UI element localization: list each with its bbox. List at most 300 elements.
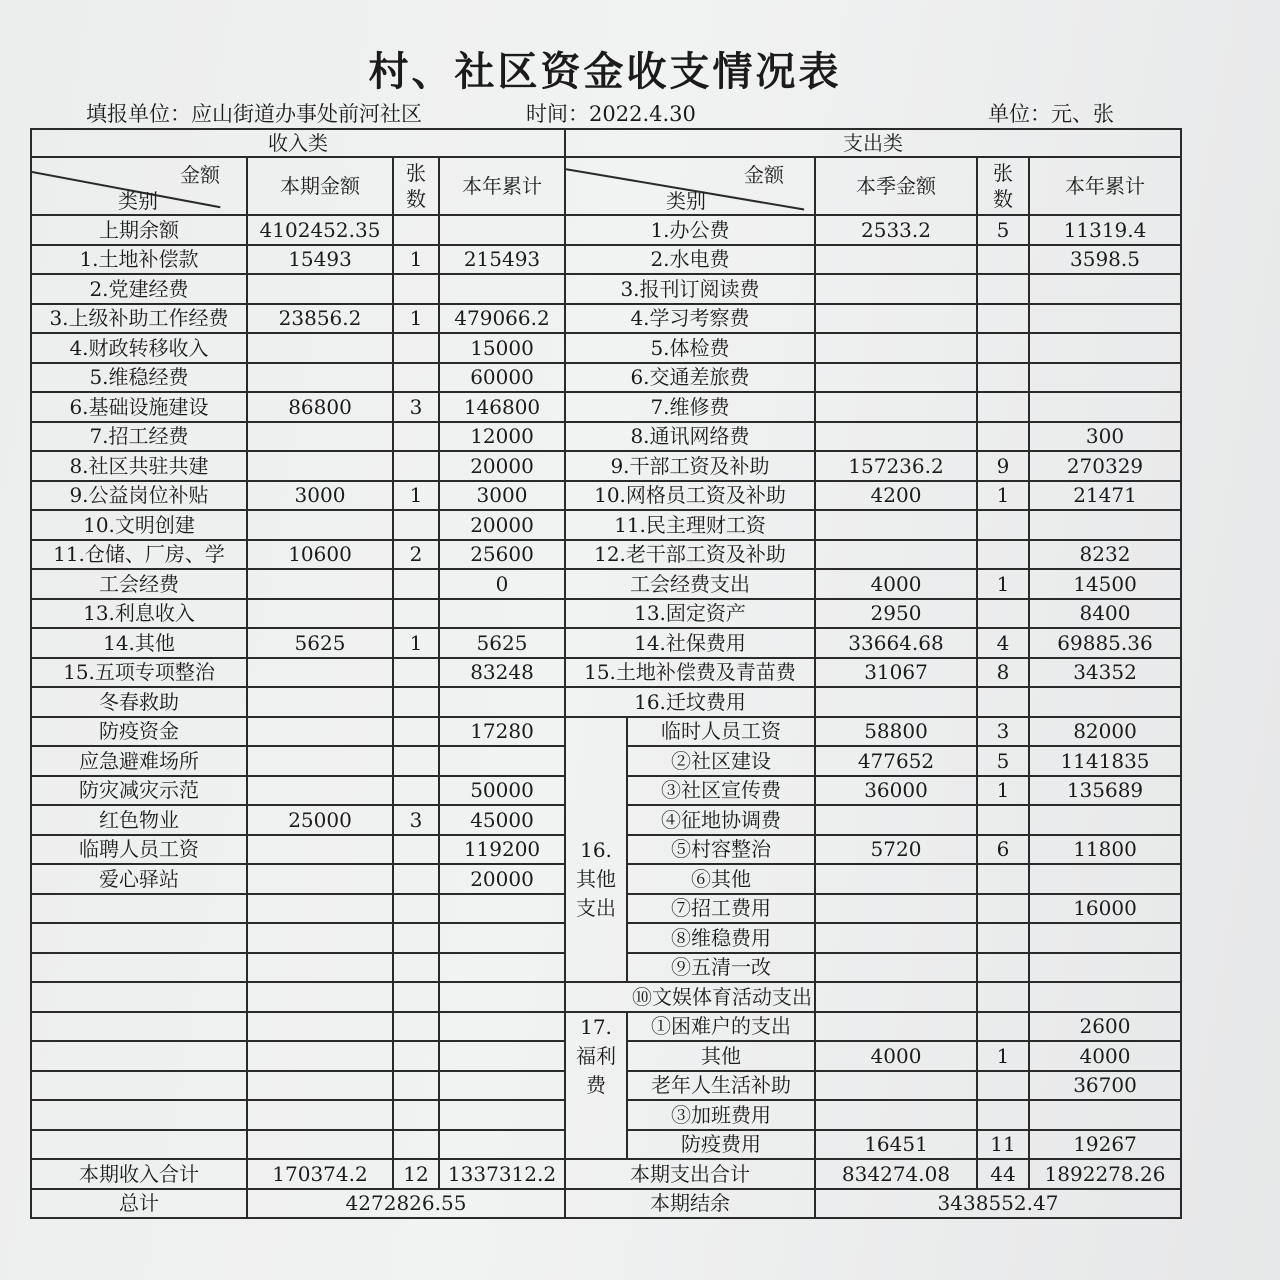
expense-period-amount: 5720 (815, 835, 977, 865)
table-row (31, 628, 1181, 658)
expense-voucher-count: 9 (977, 451, 1029, 481)
income-total-label: 本期收入合计 (31, 1159, 247, 1189)
table-row (31, 451, 1181, 481)
income-year-total: 83248 (439, 658, 565, 688)
expense-category: 9.干部工资及补助 (565, 451, 815, 481)
expense-category: 6.交通差旅费 (565, 363, 815, 393)
income-category (31, 982, 247, 1012)
income-category: 6.基础设施建设 (31, 392, 247, 422)
expense-period-amount: 33664.68 (815, 628, 977, 658)
expense-category: 16.迁坟费用 (565, 687, 815, 717)
expense-period-amount: 36000 (815, 776, 977, 806)
income-category: 15.五项专项整治 (31, 658, 247, 688)
income-period-amount (247, 510, 393, 540)
expense-subcategory: ①困难户的支出 (627, 1012, 815, 1042)
expense-subcategory: ⑥其他 (627, 864, 815, 894)
expense-category: 12.老干部工资及补助 (565, 540, 815, 570)
expense-voucher-count: 8 (977, 658, 1029, 688)
expense-category: 7.维修费 (565, 392, 815, 422)
expense-subcategory: ②社区建设 (627, 746, 815, 776)
income-year-total: 12000 (439, 422, 565, 452)
table-row (31, 215, 1181, 245)
income-year-total: 0 (439, 569, 565, 599)
income-year-total: 20000 (439, 510, 565, 540)
income-period-amount (247, 363, 393, 393)
income-year-total: 60000 (439, 363, 565, 393)
table-row (31, 982, 1181, 1012)
expense-period-amount (815, 864, 977, 894)
expense-subcategory: ④征地协调费 (627, 805, 815, 835)
income-period-amount (247, 422, 393, 452)
income-period-amount (247, 569, 393, 599)
expense-year-total (1029, 923, 1181, 953)
expense-voucher-count: 6 (977, 835, 1029, 865)
expense-period-amount (815, 1012, 977, 1042)
expense-year-total (1029, 687, 1181, 717)
expense-period-amount: 4000 (815, 569, 977, 599)
expense-period-amount: 16451 (815, 1130, 977, 1160)
expense-voucher-count (977, 894, 1029, 924)
income-category: 5.维稳经费 (31, 363, 247, 393)
group16-label (565, 717, 627, 983)
amount-label: 金额 (180, 163, 220, 187)
income-year-total (439, 1100, 565, 1130)
expense-period-amount (815, 392, 977, 422)
income-voucher-count: 3 (393, 805, 439, 835)
income-voucher-count (393, 658, 439, 688)
income-period-amount (247, 1130, 393, 1160)
income-year-total (439, 1012, 565, 1042)
expense-voucher-count (977, 687, 1029, 717)
expense-year-total (1029, 510, 1181, 540)
expense-year-total (1029, 363, 1181, 393)
income-voucher-count (393, 923, 439, 953)
expense-year-total: 19267 (1029, 1130, 1181, 1160)
expense-category: 14.社保费用 (565, 628, 815, 658)
expense-period-amount (815, 1100, 977, 1130)
income-voucher-count (393, 1041, 439, 1071)
income-year-total: 215493 (439, 245, 565, 275)
income-period-amount (247, 864, 393, 894)
income-voucher-count: 1 (393, 628, 439, 658)
expense-total-period: 834274.08 (815, 1159, 977, 1189)
expense-period-amount (815, 333, 977, 363)
income-category: 临聘人员工资 (31, 835, 247, 865)
expense-voucher-count: 5 (977, 746, 1029, 776)
table-row (31, 333, 1181, 363)
income-year-total (439, 894, 565, 924)
income-period-amount: 23856.2 (247, 304, 393, 334)
income-voucher-count: 2 (393, 540, 439, 570)
table-row (31, 1012, 1181, 1042)
income-period-amount: 5625 (247, 628, 393, 658)
group17-label-text: 17. 福利 费 (576, 1014, 616, 1097)
expense-voucher-count: 1 (977, 776, 1029, 806)
expense-period-amount: 477652 (815, 746, 977, 776)
income-year-total (439, 215, 565, 245)
expense-voucher-count (977, 540, 1029, 570)
expense-period-amount (815, 510, 977, 540)
expense-year-header: 本年累计 (1029, 157, 1181, 215)
expense-subcategory: 其他 (627, 1041, 815, 1071)
income-voucher-count (393, 835, 439, 865)
expense-subcategory: ⑦招工费用 (627, 894, 815, 924)
expense-voucher-count (977, 982, 1029, 1012)
table-row (31, 245, 1181, 275)
income-category: 2.党建经费 (31, 274, 247, 304)
income-year-total: 50000 (439, 776, 565, 806)
expense-period-amount (815, 805, 977, 835)
income-category: 10.文明创建 (31, 510, 247, 540)
expense-year-total: 300 (1029, 422, 1181, 452)
expense-year-total: 270329 (1029, 451, 1181, 481)
group16-label-text: 16. 其他 支出 (576, 837, 616, 920)
expense-year-total: 3598.5 (1029, 245, 1181, 275)
expense-period-amount (815, 953, 977, 983)
income-voucher-count (393, 864, 439, 894)
expense-year-total (1029, 1100, 1181, 1130)
income-year-total: 20000 (439, 451, 565, 481)
expense-year-total: 21471 (1029, 481, 1181, 511)
expense-voucher-count (977, 333, 1029, 363)
income-period-amount: 3000 (247, 481, 393, 511)
income-category: 防疫资金 (31, 717, 247, 747)
table-row (31, 687, 1181, 717)
expense-voucher-count (977, 805, 1029, 835)
expense-period-amount (815, 894, 977, 924)
expense-subcategory: 老年人生活补助 (627, 1071, 815, 1101)
expense-year-total: 8400 (1029, 599, 1181, 629)
income-voucher-count (393, 451, 439, 481)
income-period-amount (247, 1100, 393, 1130)
expense-year-total: 82000 (1029, 717, 1181, 747)
expense-voucher-count (977, 274, 1029, 304)
expense-subcategory: 防疫费用 (627, 1130, 815, 1160)
income-voucher-count (393, 599, 439, 629)
income-voucher-count (393, 894, 439, 924)
income-category: 上期余额 (31, 215, 247, 245)
income-voucher-count: 1 (393, 481, 439, 511)
income-category: 8.社区共驻共建 (31, 451, 247, 481)
expense-section-header: 支出类 (565, 129, 1181, 157)
expense-year-total: 16000 (1029, 894, 1181, 924)
income-year-total (439, 1041, 565, 1071)
expense-period-amount: 31067 (815, 658, 977, 688)
expense-subcategory: ⑤村容整治 (627, 835, 815, 865)
income-year-total (439, 1071, 565, 1101)
income-voucher-count (393, 717, 439, 747)
income-section-header: 收入类 (31, 129, 565, 157)
table-row (31, 274, 1181, 304)
table-row (31, 363, 1181, 393)
balance-value: 3438552.47 (815, 1189, 1181, 1219)
income-period-amount (247, 746, 393, 776)
balance-label: 本期结余 (565, 1189, 815, 1219)
page-title: 村、社区资金收支情况表 (368, 48, 842, 95)
expense-period-amount (815, 540, 977, 570)
income-year-total (439, 274, 565, 304)
expense-voucher-count (977, 422, 1029, 452)
currency-unit: 单位：元、张 (988, 102, 1114, 126)
income-category: 工会经费 (31, 569, 247, 599)
income-period-amount (247, 687, 393, 717)
income-period-amount (247, 333, 393, 363)
income-year-total (439, 746, 565, 776)
income-count-header (393, 157, 439, 215)
expense-year-total: 135689 (1029, 776, 1181, 806)
amount-label: 金额 (744, 163, 784, 187)
expense-year-total: 14500 (1029, 569, 1181, 599)
income-period-header: 本期金额 (247, 157, 393, 215)
income-voucher-count (393, 1100, 439, 1130)
table-row (31, 510, 1181, 540)
expense-voucher-count (977, 599, 1029, 629)
table-row (31, 540, 1181, 570)
expense-category: 13.固定资产 (565, 599, 815, 629)
income-voucher-count (393, 569, 439, 599)
table-row (31, 304, 1181, 334)
income-voucher-count (393, 274, 439, 304)
income-category: 4.财政转移收入 (31, 333, 247, 363)
income-year-total (439, 923, 565, 953)
expense-voucher-count (977, 1100, 1029, 1130)
income-period-amount: 86800 (247, 392, 393, 422)
expense-period-amount: 4000 (815, 1041, 977, 1071)
income-period-amount (247, 1012, 393, 1042)
expense-voucher-count (977, 1071, 1029, 1101)
income-voucher-count (393, 1071, 439, 1101)
income-voucher-count (393, 1130, 439, 1160)
income-voucher-count (393, 422, 439, 452)
report-date: 时间：2022.4.30 (526, 102, 696, 126)
expense-year-total: 4000 (1029, 1041, 1181, 1071)
income-voucher-count: 1 (393, 245, 439, 275)
table-row (31, 658, 1181, 688)
count-header-text: 张 数 (406, 161, 426, 211)
expense-voucher-count (977, 304, 1029, 334)
income-voucher-count (393, 333, 439, 363)
expense-year-total: 1141835 (1029, 746, 1181, 776)
expense-year-total (1029, 304, 1181, 334)
expense-voucher-count (977, 363, 1029, 393)
expense-period-amount (815, 304, 977, 334)
expense-period-amount: 157236.2 (815, 451, 977, 481)
table-row (31, 717, 1181, 747)
expense-subcategory: 临时人员工资 (627, 717, 815, 747)
expense-year-total: 2600 (1029, 1012, 1181, 1042)
income-voucher-count: 1 (393, 304, 439, 334)
income-period-amount: 25000 (247, 805, 393, 835)
expense-year-total (1029, 864, 1181, 894)
income-year-total (439, 687, 565, 717)
expense-diagonal-header (565, 157, 815, 215)
grand-total-value: 4272826.55 (247, 1189, 565, 1219)
expense-year-total: 69885.36 (1029, 628, 1181, 658)
expense-category: 1.办公费 (565, 215, 815, 245)
expense-year-total (1029, 333, 1181, 363)
income-voucher-count (393, 746, 439, 776)
expense-year-total (1029, 392, 1181, 422)
expense-category: 3.报刊订阅读费 (565, 274, 815, 304)
expense-period-amount: 58800 (815, 717, 977, 747)
expense-category: 11.民主理财工资 (565, 510, 815, 540)
income-year-total: 20000 (439, 864, 565, 894)
expense-period-header: 本季金额 (815, 157, 977, 215)
income-period-amount (247, 953, 393, 983)
income-year-total (439, 599, 565, 629)
expense-voucher-count: 1 (977, 569, 1029, 599)
income-voucher-count: 3 (393, 392, 439, 422)
income-year-total: 45000 (439, 805, 565, 835)
income-period-amount: 10600 (247, 540, 393, 570)
income-category (31, 923, 247, 953)
expense-year-total: 36700 (1029, 1071, 1181, 1101)
expense-voucher-count: 1 (977, 1041, 1029, 1071)
expense-subcategory: ⑨五清一改 (627, 953, 815, 983)
expense-subcategory: ⑩文娱体育活动支出 (565, 982, 815, 1012)
income-diagonal-header (31, 157, 247, 215)
income-year-total (439, 1130, 565, 1160)
income-period-amount: 15493 (247, 245, 393, 275)
income-voucher-count (393, 510, 439, 540)
expense-total-label: 本期支出合计 (565, 1159, 815, 1189)
income-category: 11.仓储、厂房、学 (31, 540, 247, 570)
expense-period-amount (815, 982, 977, 1012)
table-row (31, 481, 1181, 511)
category-label: 类别 (666, 189, 706, 213)
income-category: 红色物业 (31, 805, 247, 835)
income-voucher-count (393, 215, 439, 245)
expense-period-amount (815, 687, 977, 717)
expense-year-total: 8232 (1029, 540, 1181, 570)
income-voucher-count (393, 982, 439, 1012)
income-year-total: 479066.2 (439, 304, 565, 334)
income-period-amount (247, 776, 393, 806)
income-category (31, 894, 247, 924)
expense-voucher-count (977, 510, 1029, 540)
expense-category: 2.水电费 (565, 245, 815, 275)
expense-category: 5.体检费 (565, 333, 815, 363)
expense-year-total (1029, 982, 1181, 1012)
expense-year-total (1029, 805, 1181, 835)
expense-voucher-count (977, 864, 1029, 894)
expense-period-amount (815, 422, 977, 452)
income-category: 14.其他 (31, 628, 247, 658)
income-voucher-count (393, 687, 439, 717)
income-category: 应急避难场所 (31, 746, 247, 776)
expense-subcategory: ③社区宣传费 (627, 776, 815, 806)
income-category: 防灾减灾示范 (31, 776, 247, 806)
expense-voucher-count: 1 (977, 481, 1029, 511)
income-category (31, 1041, 247, 1071)
income-category (31, 1071, 247, 1101)
expense-total-count: 44 (977, 1159, 1029, 1189)
income-year-total: 146800 (439, 392, 565, 422)
income-period-amount (247, 1041, 393, 1071)
income-category (31, 1100, 247, 1130)
expense-voucher-count (977, 1012, 1029, 1042)
expense-category: 4.学习考察费 (565, 304, 815, 334)
count-header-text: 张 数 (993, 161, 1013, 211)
income-year-total: 25600 (439, 540, 565, 570)
income-period-amount (247, 599, 393, 629)
income-voucher-count (393, 953, 439, 983)
income-year-total: 15000 (439, 333, 565, 363)
income-total-count: 12 (393, 1159, 439, 1189)
ledger-table (30, 128, 1182, 1219)
income-year-total: 3000 (439, 481, 565, 511)
expense-voucher-count (977, 923, 1029, 953)
income-period-amount (247, 274, 393, 304)
income-category: 9.公益岗位补贴 (31, 481, 247, 511)
income-year-total: 17280 (439, 717, 565, 747)
income-period-amount (247, 717, 393, 747)
expense-period-amount: 2533.2 (815, 215, 977, 245)
table-row (31, 569, 1181, 599)
income-period-amount (247, 451, 393, 481)
expense-voucher-count: 5 (977, 215, 1029, 245)
expense-period-amount (815, 245, 977, 275)
expense-voucher-count (977, 392, 1029, 422)
category-label: 类别 (118, 189, 158, 213)
income-category: 7.招工经费 (31, 422, 247, 452)
income-category (31, 1012, 247, 1042)
expense-category: 工会经费支出 (565, 569, 815, 599)
expense-total-year: 1892278.26 (1029, 1159, 1181, 1189)
expense-period-amount: 4200 (815, 481, 977, 511)
table-row (31, 422, 1181, 452)
income-year-total: 5625 (439, 628, 565, 658)
income-year-total: 119200 (439, 835, 565, 865)
income-period-amount (247, 1071, 393, 1101)
expense-voucher-count (977, 953, 1029, 983)
income-period-amount (247, 982, 393, 1012)
expense-period-amount (815, 1071, 977, 1101)
expense-voucher-count: 4 (977, 628, 1029, 658)
expense-voucher-count: 11 (977, 1130, 1029, 1160)
expense-year-total: 11319.4 (1029, 215, 1181, 245)
reporting-unit: 填报单位：应山街道办事处前河社区 (86, 102, 422, 126)
income-period-amount (247, 658, 393, 688)
expense-year-total (1029, 953, 1181, 983)
income-year-total (439, 982, 565, 1012)
expense-category: 8.通讯网络费 (565, 422, 815, 452)
income-category: 爱心驿站 (31, 864, 247, 894)
expense-period-amount (815, 274, 977, 304)
income-period-amount (247, 894, 393, 924)
income-period-amount (247, 923, 393, 953)
expense-year-total (1029, 274, 1181, 304)
income-period-amount (247, 835, 393, 865)
income-year-header: 本年累计 (439, 157, 565, 215)
expense-period-amount: 2950 (815, 599, 977, 629)
income-category (31, 953, 247, 983)
income-category: 冬春救助 (31, 687, 247, 717)
expense-year-total: 34352 (1029, 658, 1181, 688)
income-category: 13.利息收入 (31, 599, 247, 629)
table-row (31, 599, 1181, 629)
expense-period-amount (815, 923, 977, 953)
income-voucher-count (393, 363, 439, 393)
expense-category: 10.网格员工资及补助 (565, 481, 815, 511)
expense-count-header (977, 157, 1029, 215)
income-voucher-count (393, 776, 439, 806)
income-voucher-count (393, 1012, 439, 1042)
grand-total-label: 总计 (31, 1189, 247, 1219)
expense-voucher-count (977, 245, 1029, 275)
expense-subcategory: ③加班费用 (627, 1100, 815, 1130)
income-total-year: 1337312.2 (439, 1159, 565, 1189)
